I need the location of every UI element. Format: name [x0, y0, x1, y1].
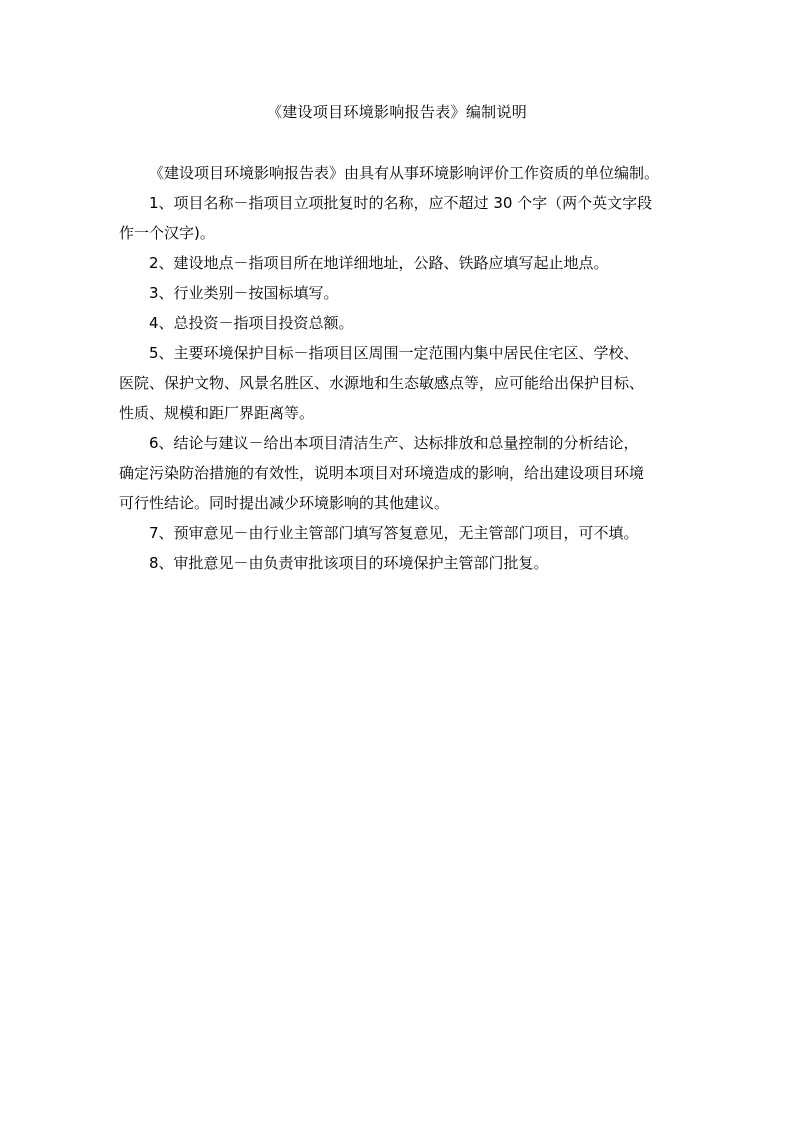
item-6-line-1: 6、结论与建议－给出本项目清洁生产、达标排放和总量控制的分析结论，	[149, 434, 639, 452]
item-3	[119, 278, 689, 308]
item-3-line-1: 3、行业类别－按国标填写。	[149, 284, 339, 302]
item-5-line-2: 医院、保护文物、风景名胜区、水源地和生态敏感点等，应可能给出保护目标、	[119, 374, 645, 392]
item-5-line-1: 5、主要环境保护目标－指项目区周围一定范围内集中居民住宅区、学校、	[149, 344, 639, 362]
item-2-line-1: 2、建设地点－指项目所在地详细地址，公路、铁路应填写起止地点。	[149, 254, 609, 272]
item-5	[119, 338, 689, 428]
item-8-line-1: 8、审批意见－由负责审批该项目的环境保护主管部门批复。	[149, 554, 549, 572]
item-1-line-1: 1、项目名称－指项目立项批复时的名称，应不超过 30 个字（两个英文字段	[149, 194, 653, 212]
item-1-line-2: 作一个汉字)。	[119, 224, 215, 242]
item-4-line-1: 4、总投资－指项目投资总额。	[149, 314, 354, 332]
item-4	[119, 308, 689, 338]
item-6	[119, 428, 689, 518]
item-7	[119, 518, 689, 548]
document-title: 《建设项目环境影响报告表》编制说明	[266, 103, 528, 121]
item-8	[119, 548, 689, 578]
document-body	[119, 158, 689, 578]
item-6-line-3: 可行性结论。同时提出减少环境影响的其他建议。	[119, 494, 450, 512]
intro-paragraph: 《建设项目环境影响报告表》由具有从事环境影响评价工作资质的单位编制。	[149, 164, 660, 182]
item-6-line-2: 确定污染防治措施的有效性，说明本项目对环境造成的影响，给出建设项目环境	[119, 464, 645, 482]
item-1	[119, 188, 689, 248]
item-5-line-3: 性质、规模和距厂界距离等。	[119, 404, 315, 422]
item-7-line-1: 7、预审意见－由行业主管部门填写答复意见，无主管部门项目，可不填。	[149, 524, 639, 542]
item-2	[119, 248, 689, 278]
